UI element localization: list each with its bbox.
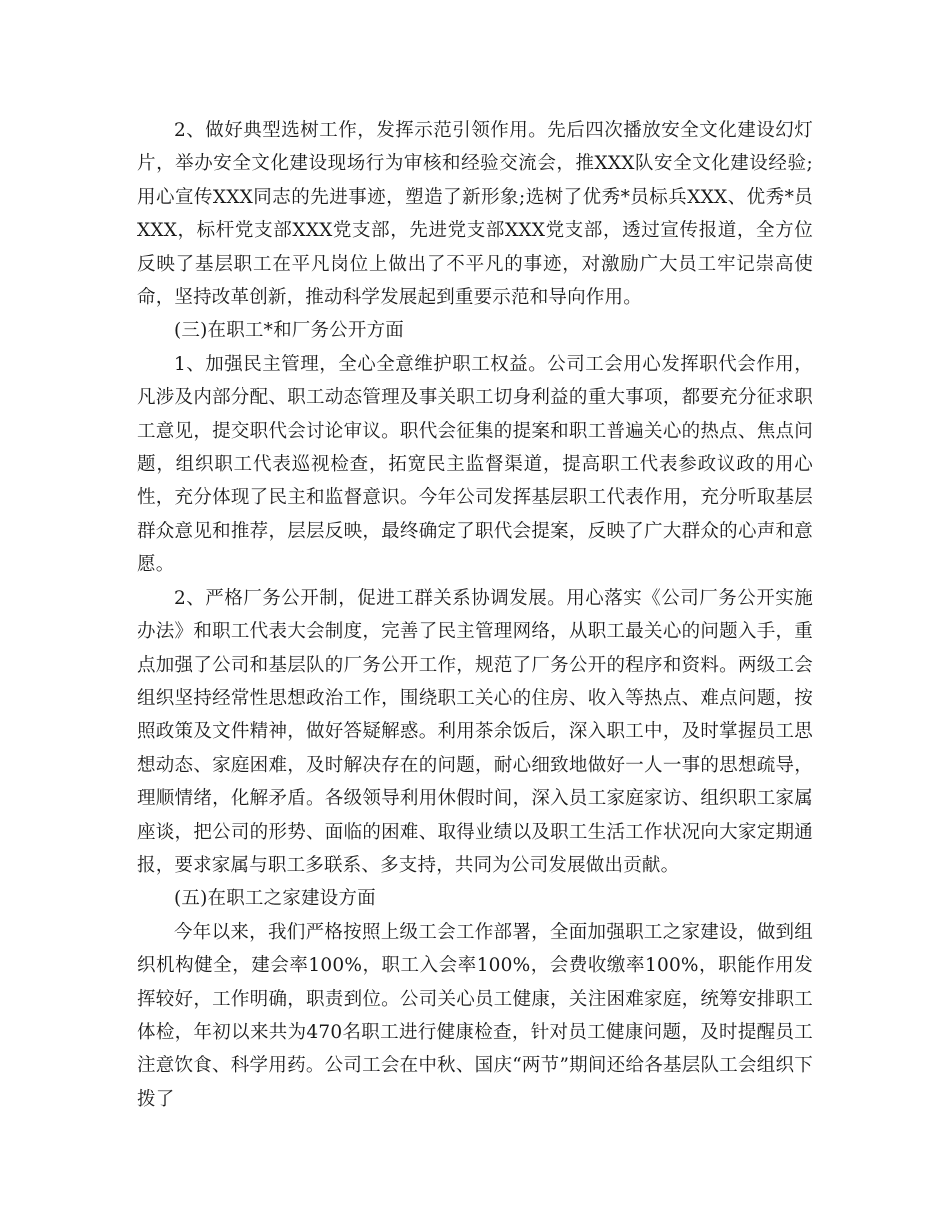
section-heading-5: (五)在职工之家建设方面	[174, 888, 376, 910]
document-body	[137, 114, 813, 1116]
paragraph-typical-selection: 2、做好典型选树工作，发挥示范引领作用。先后四次播放安全文化建设幻灯片，举办安全文化建设现场行为审核和经验交流会，推XXX队安全文化建设经验;用心宣传XXX同志的先进事迹，塑造了新形象;选树了优秀*员标兵XXX、优秀*员XXX，标杆党支部XXX党支部，先进党支部XXX党支部，透过宣传报道，全方位反映了基层职工在平凡岗位上做出了不平凡的事迹，对激励广大员工牢记崇高使命，坚持改革创新，推动科学发展起到重要示范和导向作用。	[137, 120, 813, 309]
section-heading-3: (三)在职工*和厂务公开方面	[174, 320, 404, 342]
paragraph-factory-affairs: 2、严格厂务公开制，促进工群关系协调发展。用心落实《公司厂务公开实施办法》和职工代表大会制度，完善了民主管理网络，从职工最关心的问题入手，重点加强了公司和基层队的厂务公开工作，规范了厂务公开的程序和资料。两级工会组织坚持经常性思想政治工作，围绕职工关心的住房、收入等热点、难点问题，按照政策及文件精神，做好答疑解惑。利用茶余饭后，深入职工中，及时掌握员工思想动态、家庭困难，及时解决存在的问题，耐心细致地做好一人一事的思想疏导，理顺情绪，化解矛盾。各级领导利用休假时间，深入员工家庭家访、组织职工家属座谈，把公司的形势、面临的困难、取得业绩以及职工生活工作状况向大家定期通报，要求家属与职工多联系、多支持，共同为公司发展做出贡献。	[137, 587, 813, 876]
paragraph-workers-home: 今年以来，我们严格按照上级工会工作部署，全面加强职工之家建设，做到组织机构健全，建会率100%，职工入会率100%，会费收缴率100%，职能作用发挥较好，工作明确，职责到位。公司关心员工健康，关注困难家庭，统筹安排职工体检，年初以来共为470名职工进行健康检查，针对员工健康问题，及时提醒员工注意饮食、科学用药。公司工会在中秋、国庆“两节”期间还给各基层队工会组织下拨了	[137, 921, 813, 1110]
paragraph-democratic-management: 1、加强民主管理，全心全意维护职工权益。公司工会用心发挥职代会作用，凡涉及内部分配、职工动态管理及事关职工切身利益的重大事项，都要充分征求职工意见，提交职代会讨论审议。职代会征集的提案和职工普遍关心的热点、焦点问题，组织职工代表巡视检查，拓宽民主监督渠道，提高职工代表参政议政的用心性，充分体现了民主和监督意识。今年公司发挥基层职工代表作用，充分听取基层群众意见和推荐，层层反映，最终确定了职代会提案，反映了广大群众的心声和意愿。	[137, 353, 813, 576]
